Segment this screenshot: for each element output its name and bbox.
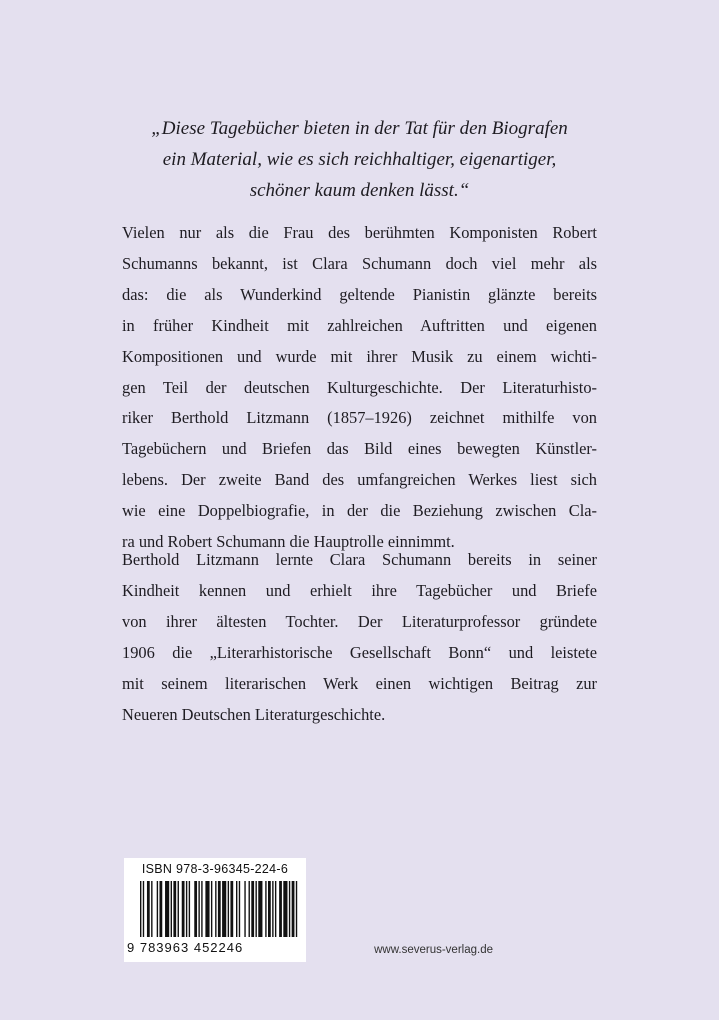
text-line: Schumanns bekannt, ist Clara Schumann doch viel mehr als: [122, 253, 597, 273]
barcode-digits: 9 783963 452246: [127, 940, 244, 955]
text-line: wie eine Doppelbiografie, in der die Beziehung zwischen Cla-: [122, 501, 597, 521]
description-paragraph-1: [122, 218, 597, 558]
text-line: lebens. Der zweite Band des umfangreichen Werkes liest sich: [122, 470, 597, 490]
text-line: Neueren Deutschen Literaturgeschichte.: [122, 704, 386, 724]
quote-line: schöner kaum denken lässt.“: [249, 180, 470, 201]
text-line: Vielen nur als die Frau des berühmten Komponisten Robert: [122, 223, 597, 242]
quote-line: „Diese Tagebücher bieten in der Tat für den Biografen: [151, 118, 568, 139]
quote-line: ein Material, wie es sich reichhaltiger, eigenartiger,: [162, 149, 557, 170]
text-line: ra und Robert Schumann die Hauptrolle einnimmt.: [122, 532, 455, 552]
text-line: Tagebüchern und Briefen das Bild eines bewegten Künstler-: [122, 439, 597, 459]
text-line: von ihrer ältesten Tochter. Der Literaturprofessor gründete: [122, 611, 597, 631]
text-line: 1906 die „Literarhistorische Gesellschaft Bonn“ und leistete: [122, 642, 597, 662]
text-line: Berthold Litzmann lernte Clara Schumann bereits in seiner: [122, 550, 597, 569]
text-line: Kompositionen und wurde mit ihrer Musik zu einem wichti-: [122, 346, 597, 366]
text-line: in früher Kindheit mit zahlreichen Auftritten und eigenen: [122, 315, 597, 335]
isbn-barcode: [124, 858, 306, 962]
text-line: das: die als Wunderkind geltende Pianistin glänzte bereits: [122, 284, 597, 304]
text-line: gen Teil der deutschen Kulturgeschichte. Der Literaturhisto-: [122, 377, 597, 397]
isbn-label: ISBN 978-3-96345-224-6: [141, 862, 289, 876]
description-paragraph-2: [122, 545, 597, 730]
text-line: Kindheit kennen und erhielt ihre Tagebücher und Briefe: [122, 580, 597, 600]
back-cover-quote: [100, 113, 619, 206]
text-line: riker Berthold Litzmann (1857–1926) zeichnet mithilfe von: [122, 408, 597, 428]
text-line: mit seinem literarischen Werk einen wichtigen Beitrag zur: [122, 673, 597, 693]
publisher-url: www.severus-verlag.de: [374, 944, 493, 956]
barcode-bars: [140, 881, 300, 947]
